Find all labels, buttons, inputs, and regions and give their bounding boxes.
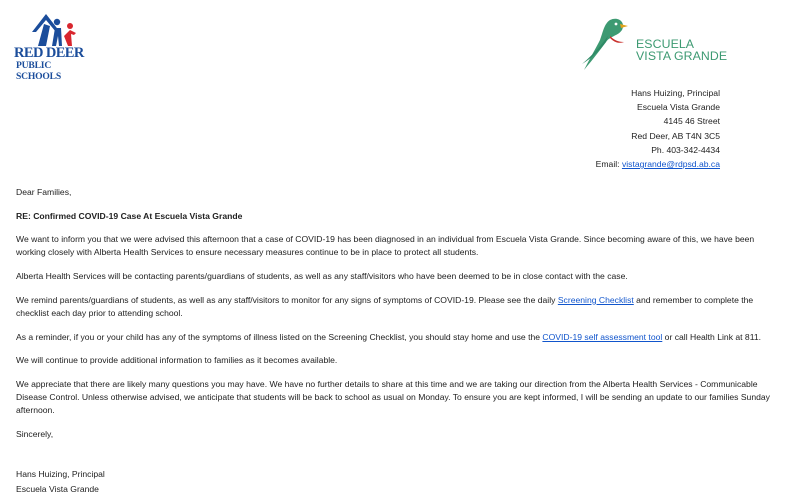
paragraph-1: We want to inform you that we were advised this afternoon that a case of COVID-19 has been diagnosed in an individual from Escuela Vista Grande. Since becoming aware of this, we have been working closely with Alberta Health Services to ensure necessary measures continue to be in place to protect all students. [16, 234, 755, 258]
signature-block [16, 467, 105, 496]
sender-city: Red Deer, AB T4N 3C5 [631, 130, 720, 141]
paragraph-3-text-b: and remember to complete the checklist each day prior to attending school. [16, 294, 754, 318]
self-assessment-tool-link[interactable]: COVID-19 self assessment tool [542, 331, 663, 342]
sender-school: Escuela Vista Grande [637, 102, 720, 113]
signature-school: Escuela Vista Grande [16, 483, 99, 494]
paragraph-5: We will continue to provide additional information to families as it becomes available. [16, 355, 338, 366]
sender-email-line [596, 157, 720, 171]
email-link[interactable]: vistagrande@rdpsd.ab.ca [621, 159, 720, 170]
school-house-figures-icon [28, 12, 88, 48]
screening-checklist-link[interactable]: Screening Checklist [557, 294, 634, 305]
paragraph-6: We appreciate that there are likely many questions you may have. We have no further details to share at this time and we are taking our direction from the Alberta Health Services - Communicable Disease Control. Unless otherwise advised, we anticipate that students will be back to school as usual on Monday. To ensure you are kept informed, I will be sending an update to our families Sunday afternoon. [16, 379, 770, 416]
signature-name: Hans Huizing, Principal [16, 469, 105, 479]
rdps-logo-line2: PUBLIC SCHOOLS [16, 60, 61, 82]
letter-subject: RE: Confirmed COVID-19 Case At Escuela Vista Grande [16, 210, 243, 221]
sender-street: 4145 46 Street [663, 116, 720, 127]
sender-phone: Ph. 403-342-4434 [651, 144, 720, 155]
greeting: Dear Families, [16, 187, 72, 197]
paragraph-3 [16, 294, 786, 320]
sender-address-block [596, 86, 720, 171]
letter-body [16, 186, 786, 452]
email-label: Email: [595, 159, 620, 170]
rdps-logo-line1: RED DEER [14, 45, 84, 61]
sender-name-title: Hans Huizing, Principal [631, 88, 720, 98]
paragraph-2: Alberta Health Services will be contacting parents/guardians of students, as well as any staff/visitors who have been deemed to be in close contact with the case. [16, 271, 628, 282]
paragraph-4-text-a: As a reminder, if you or your child has any of the symptoms of illness listed on the Screening Checklist, you should stay home and use the [16, 331, 543, 342]
evg-logo-line2: VISTA GRANDE [636, 49, 728, 63]
escuela-vista-grande-logo [580, 14, 730, 74]
paragraph-4-text-b: or call Health Link at 811. [662, 331, 762, 342]
paragraph-4 [16, 331, 786, 344]
paragraph-3-text-a: We remind parents/guardians of students, as well as any staff/visitors to monitor for any signs of symptoms of COVID-19. Please see the daily [16, 294, 558, 305]
closing: Sincerely, [16, 428, 54, 439]
evg-logo-line1: ESCUELA [636, 37, 695, 51]
quetzal-bird-icon [580, 14, 636, 74]
red-deer-public-schools-logo [14, 12, 94, 82]
